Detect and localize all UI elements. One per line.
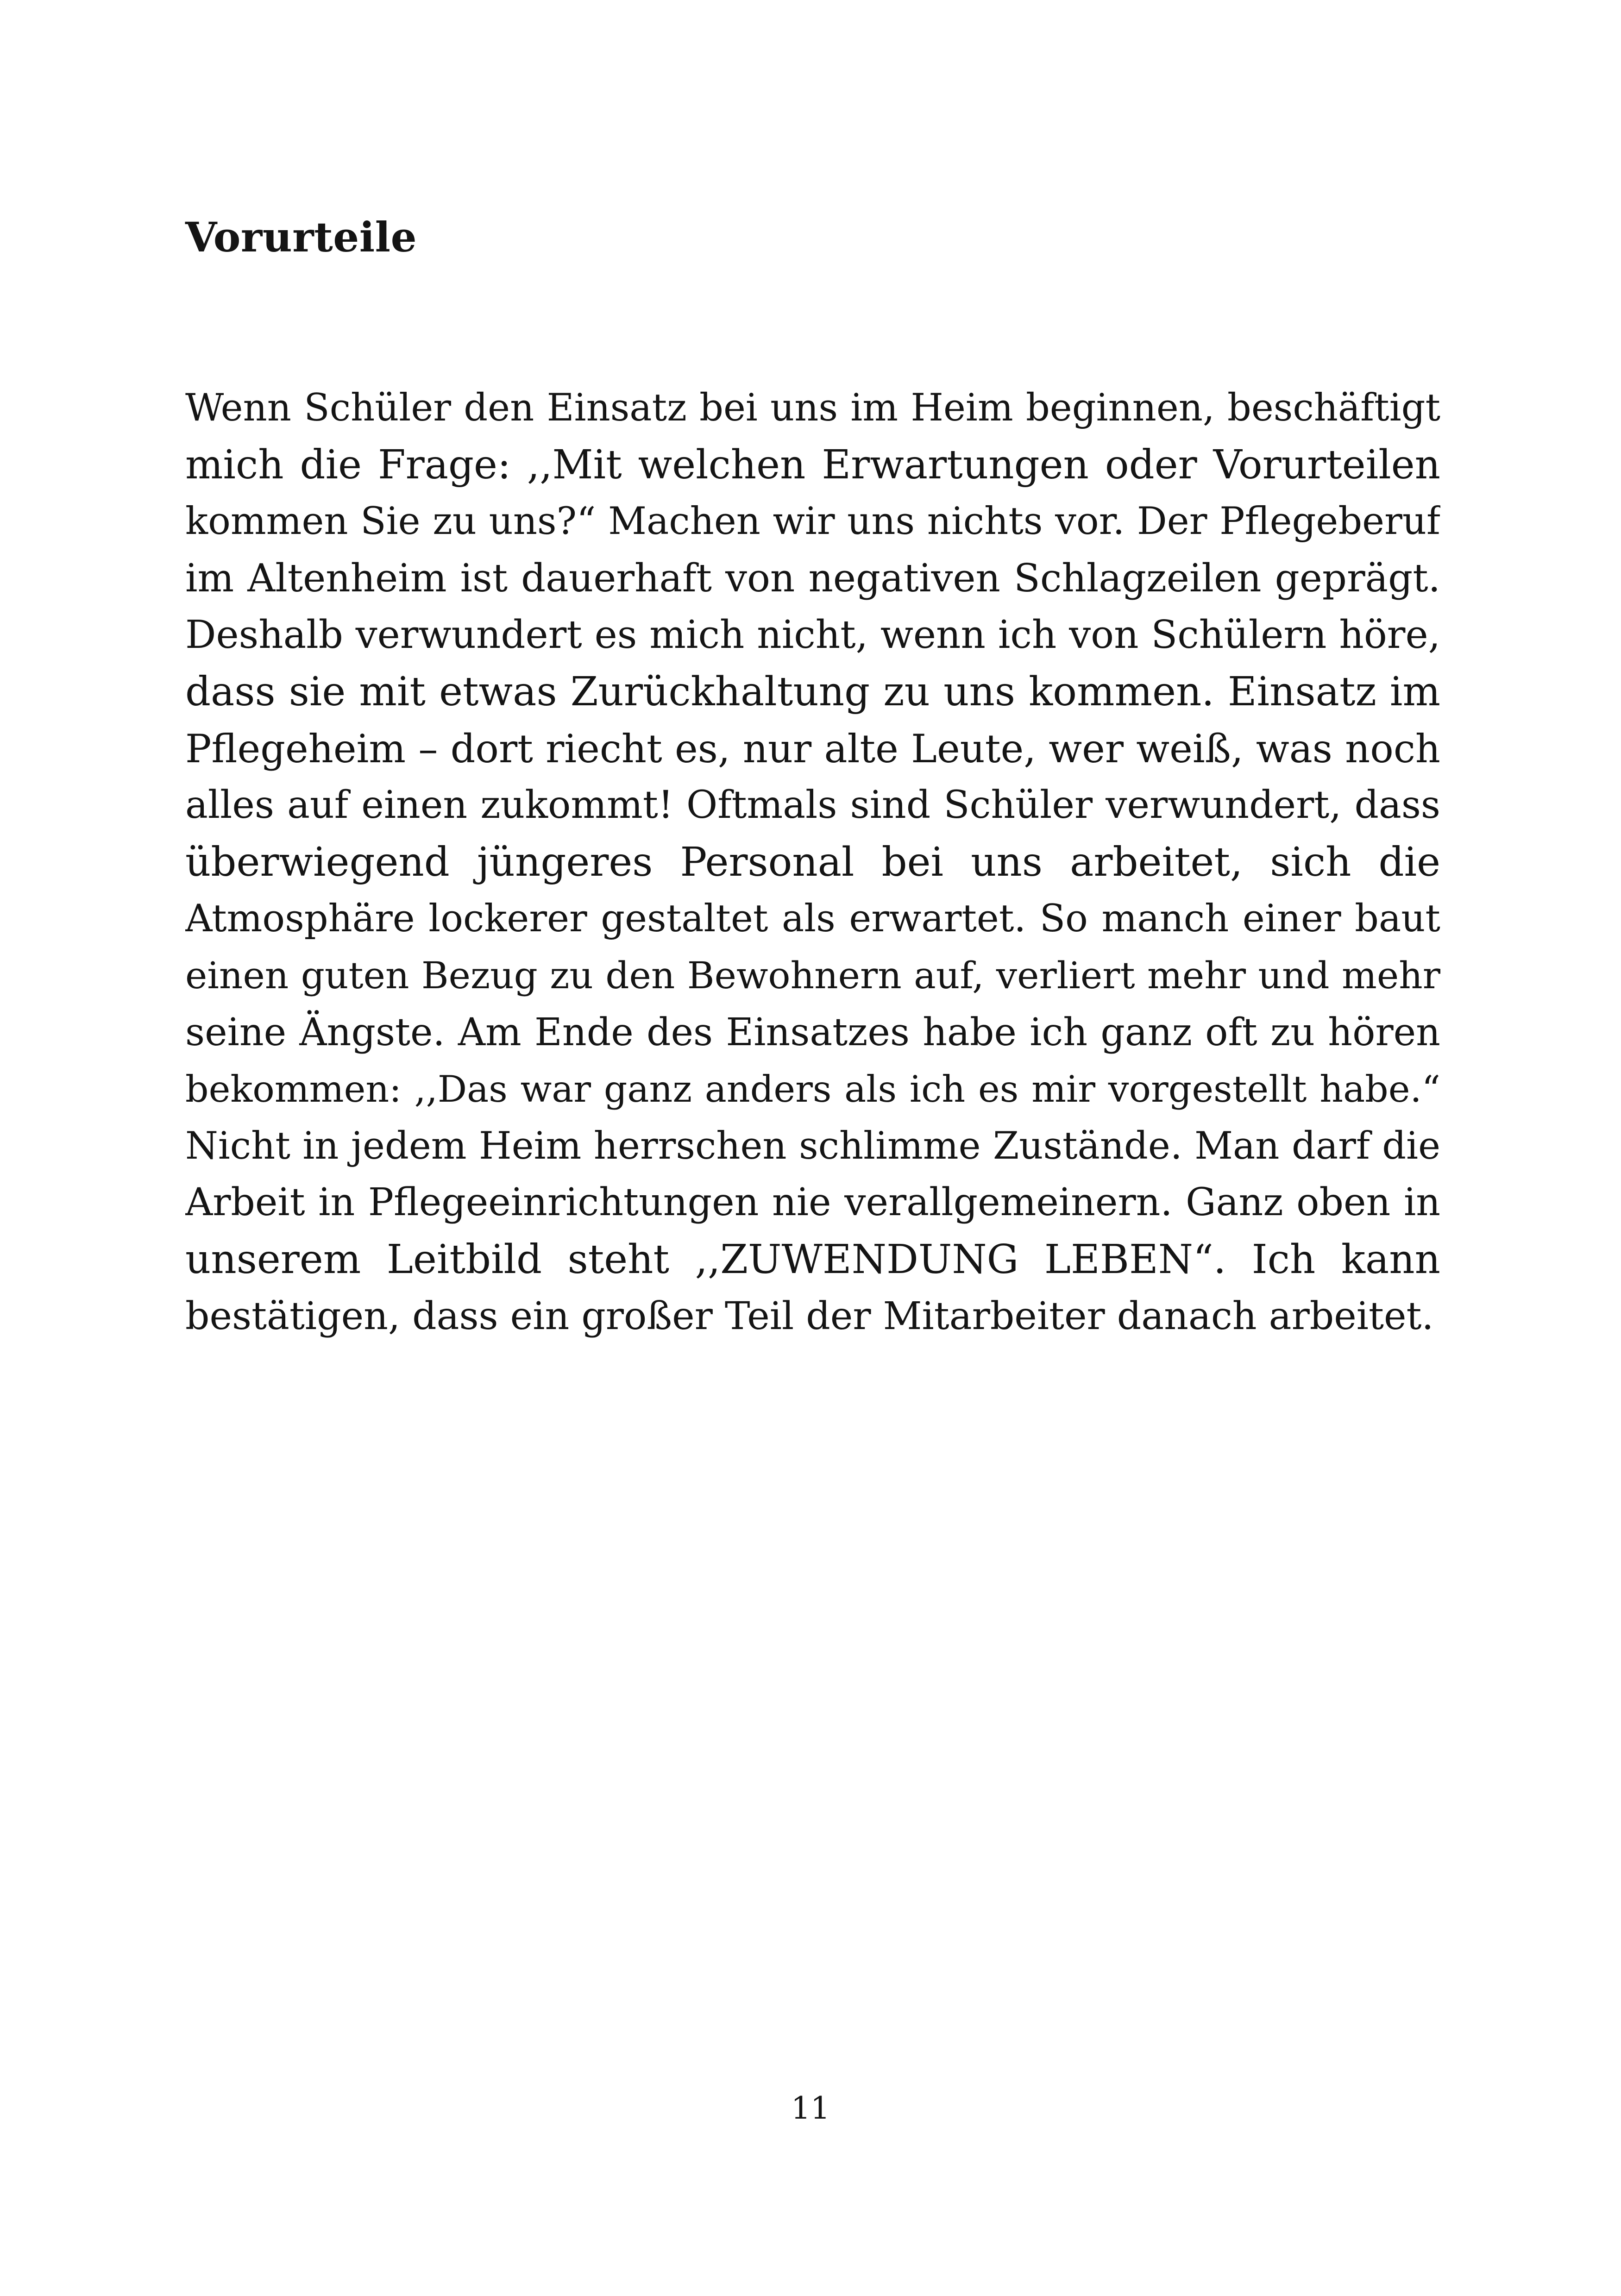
paragraph-line-10: Atmosphäre lockerer gestaltet als erwartet. So manch einer baut bbox=[185, 897, 1440, 941]
paragraph-line-6: dass sie mit etwas Zurückhaltung zu uns kommen. Einsatz im bbox=[185, 668, 1440, 715]
paragraph-line-3: kommen Sie zu uns?“ Machen wir uns nichts vor. Der Pflegeberuf bbox=[185, 500, 1440, 544]
paragraph-line-2: mich die Frage: ,,Mit welchen Erwartungen oder Vorurteilen bbox=[185, 441, 1440, 488]
paragraph-line-7: Pflegeheim – dort riecht es, nur alte Leute, wer weiß, was noch bbox=[185, 726, 1440, 772]
body-paragraph bbox=[185, 380, 1440, 1345]
paragraph-line-4: im Altenheim ist dauerhaft von negativen Schlagzeilen geprägt. bbox=[185, 555, 1440, 601]
paragraph-line-15: Arbeit in Pflegeeinrichtungen nie verallgemeinern. Ganz oben in bbox=[185, 1180, 1440, 1225]
paragraph-line-13: bekommen: ,,Das war ganz anders als ich es mir vorgestellt habe.“ bbox=[185, 1068, 1440, 1111]
paragraph-line-9: überwiegend jüngeres Personal bei uns arbeitet, sich die bbox=[185, 839, 1440, 885]
paragraph-line-1: Wenn Schüler den Einsatz bei uns im Heim beginnen, beschäftigt bbox=[185, 386, 1440, 430]
section-title: Vorurteile bbox=[185, 213, 417, 261]
page-number: 11 bbox=[791, 2090, 830, 2126]
paragraph-line-17: bestätigen, dass ein großer Teil der Mitarbeiter danach arbeitet. bbox=[185, 1294, 1434, 1338]
paragraph-line-11: einen guten Bezug zu den Bewohnern auf, verliert mehr und mehr bbox=[185, 954, 1440, 997]
paragraph-line-8: alles auf einen zukommt! Oftmals sind Schüler verwundert, dass bbox=[185, 783, 1440, 828]
paragraph-line-16: unserem Leitbild steht ,,ZUWENDUNG LEBEN“. Ich kann bbox=[185, 1236, 1440, 1283]
paragraph-line-14: Nicht in jedem Heim herrschen schlimme Zustände. Man darf die bbox=[185, 1124, 1440, 1168]
paragraph-line-5: Deshalb verwundert es mich nicht, wenn ich von Schülern höre, bbox=[185, 612, 1440, 658]
paragraph-line-12: seine Ängste. Am Ende des Einsatzes habe ich ganz oft zu hören bbox=[185, 1010, 1440, 1054]
